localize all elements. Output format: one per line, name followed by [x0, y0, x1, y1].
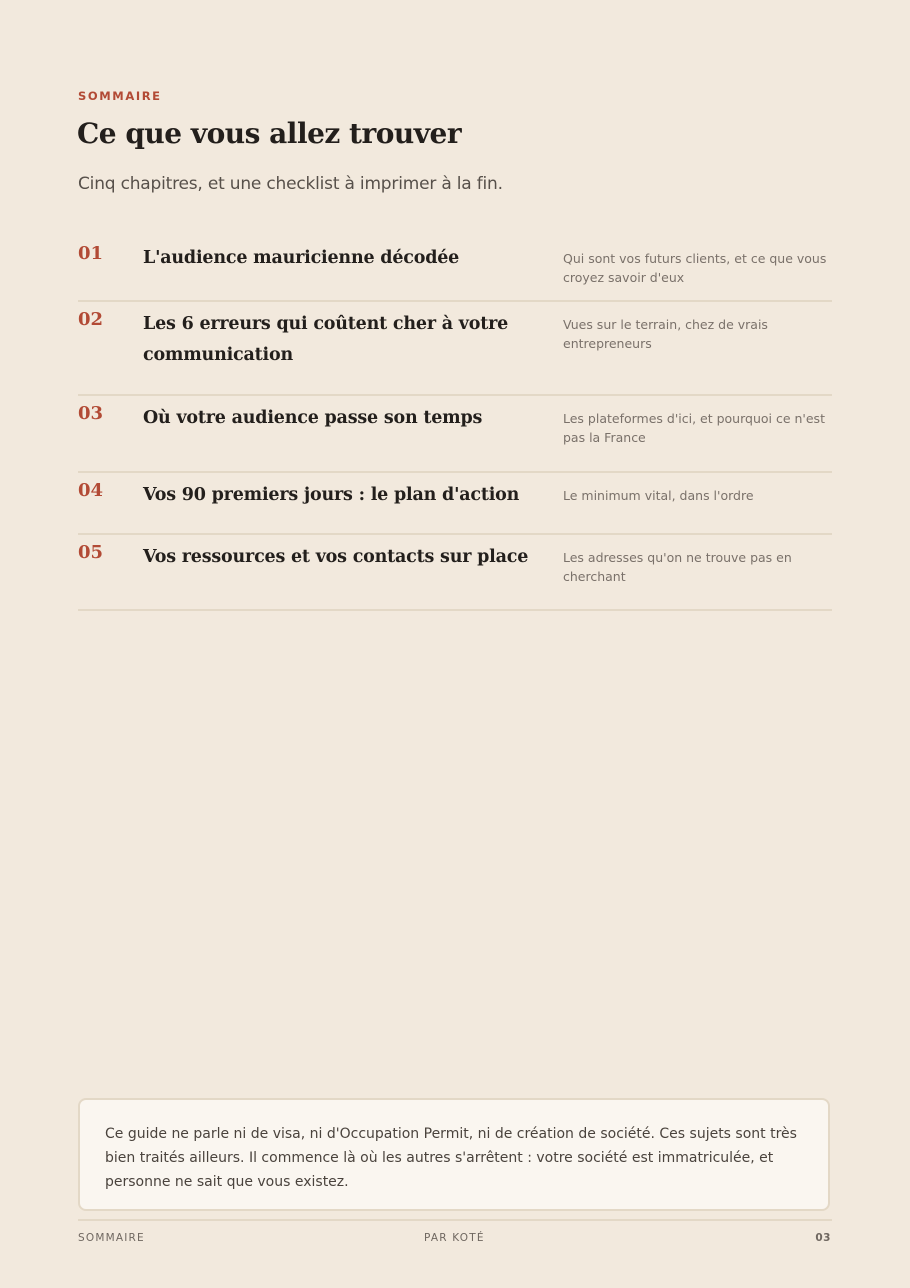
chapter-description: Les plateformes d'ici, et pourquoi ce n'est pas la France: [563, 411, 825, 445]
chapter-number: 03: [78, 403, 104, 424]
page-subtitle: Cinq chapitres, et une checklist à imprimer à la fin.: [78, 174, 503, 194]
chapter-description: Les adresses qu'on ne trouve pas en cherchant: [563, 550, 792, 584]
chapter-description: Le minimum vital, dans l'ordre: [563, 488, 754, 503]
chapter-title: Les 6 erreurs qui coûtent cher à votre communication: [143, 314, 509, 365]
page-number: 03: [815, 1232, 831, 1244]
toc-row-01[interactable]: [78, 236, 832, 302]
chapter-title: Où votre audience passe son temps: [143, 408, 483, 428]
chapter-title: Vos 90 premiers jours : le plan d'action: [143, 485, 520, 505]
footer-brand: PAR KOTÉ: [424, 1232, 485, 1244]
footer-divider: [78, 1219, 832, 1221]
table-of-contents: [78, 236, 832, 611]
page-title: Ce que vous allez trouver: [77, 117, 462, 150]
chapter-title: Vos ressources et vos contacts sur place: [143, 547, 529, 567]
toc-row-02[interactable]: [78, 302, 832, 396]
chapter-description: Vues sur le terrain, chez de vrais entrepreneurs: [563, 317, 768, 351]
chapter-number: 02: [78, 309, 104, 330]
chapter-number: 04: [78, 480, 104, 501]
scope-note: [78, 1098, 830, 1211]
toc-row-03[interactable]: [78, 396, 832, 473]
footer-section-label: SOMMAIRE: [78, 1232, 145, 1244]
toc-row-05[interactable]: [78, 535, 832, 611]
section-eyebrow: SOMMAIRE: [78, 89, 162, 103]
chapter-number: 01: [78, 243, 104, 264]
chapter-description: Qui sont vos futurs clients, et ce que vous croyez savoir d'eux: [563, 251, 827, 285]
chapter-number: 05: [78, 542, 104, 563]
toc-row-04[interactable]: [78, 473, 832, 535]
scope-note-text: Ce guide ne parle ni de visa, ni d'Occupation Permit, ni de création de société. Ces sujets sont très bien traités ailleurs. Il commence là où les autres s'arrêtent : votre société est immatriculée, et personne ne sait que vous existez.: [105, 1126, 797, 1190]
chapter-title: L'audience mauricienne décodée: [143, 248, 460, 268]
